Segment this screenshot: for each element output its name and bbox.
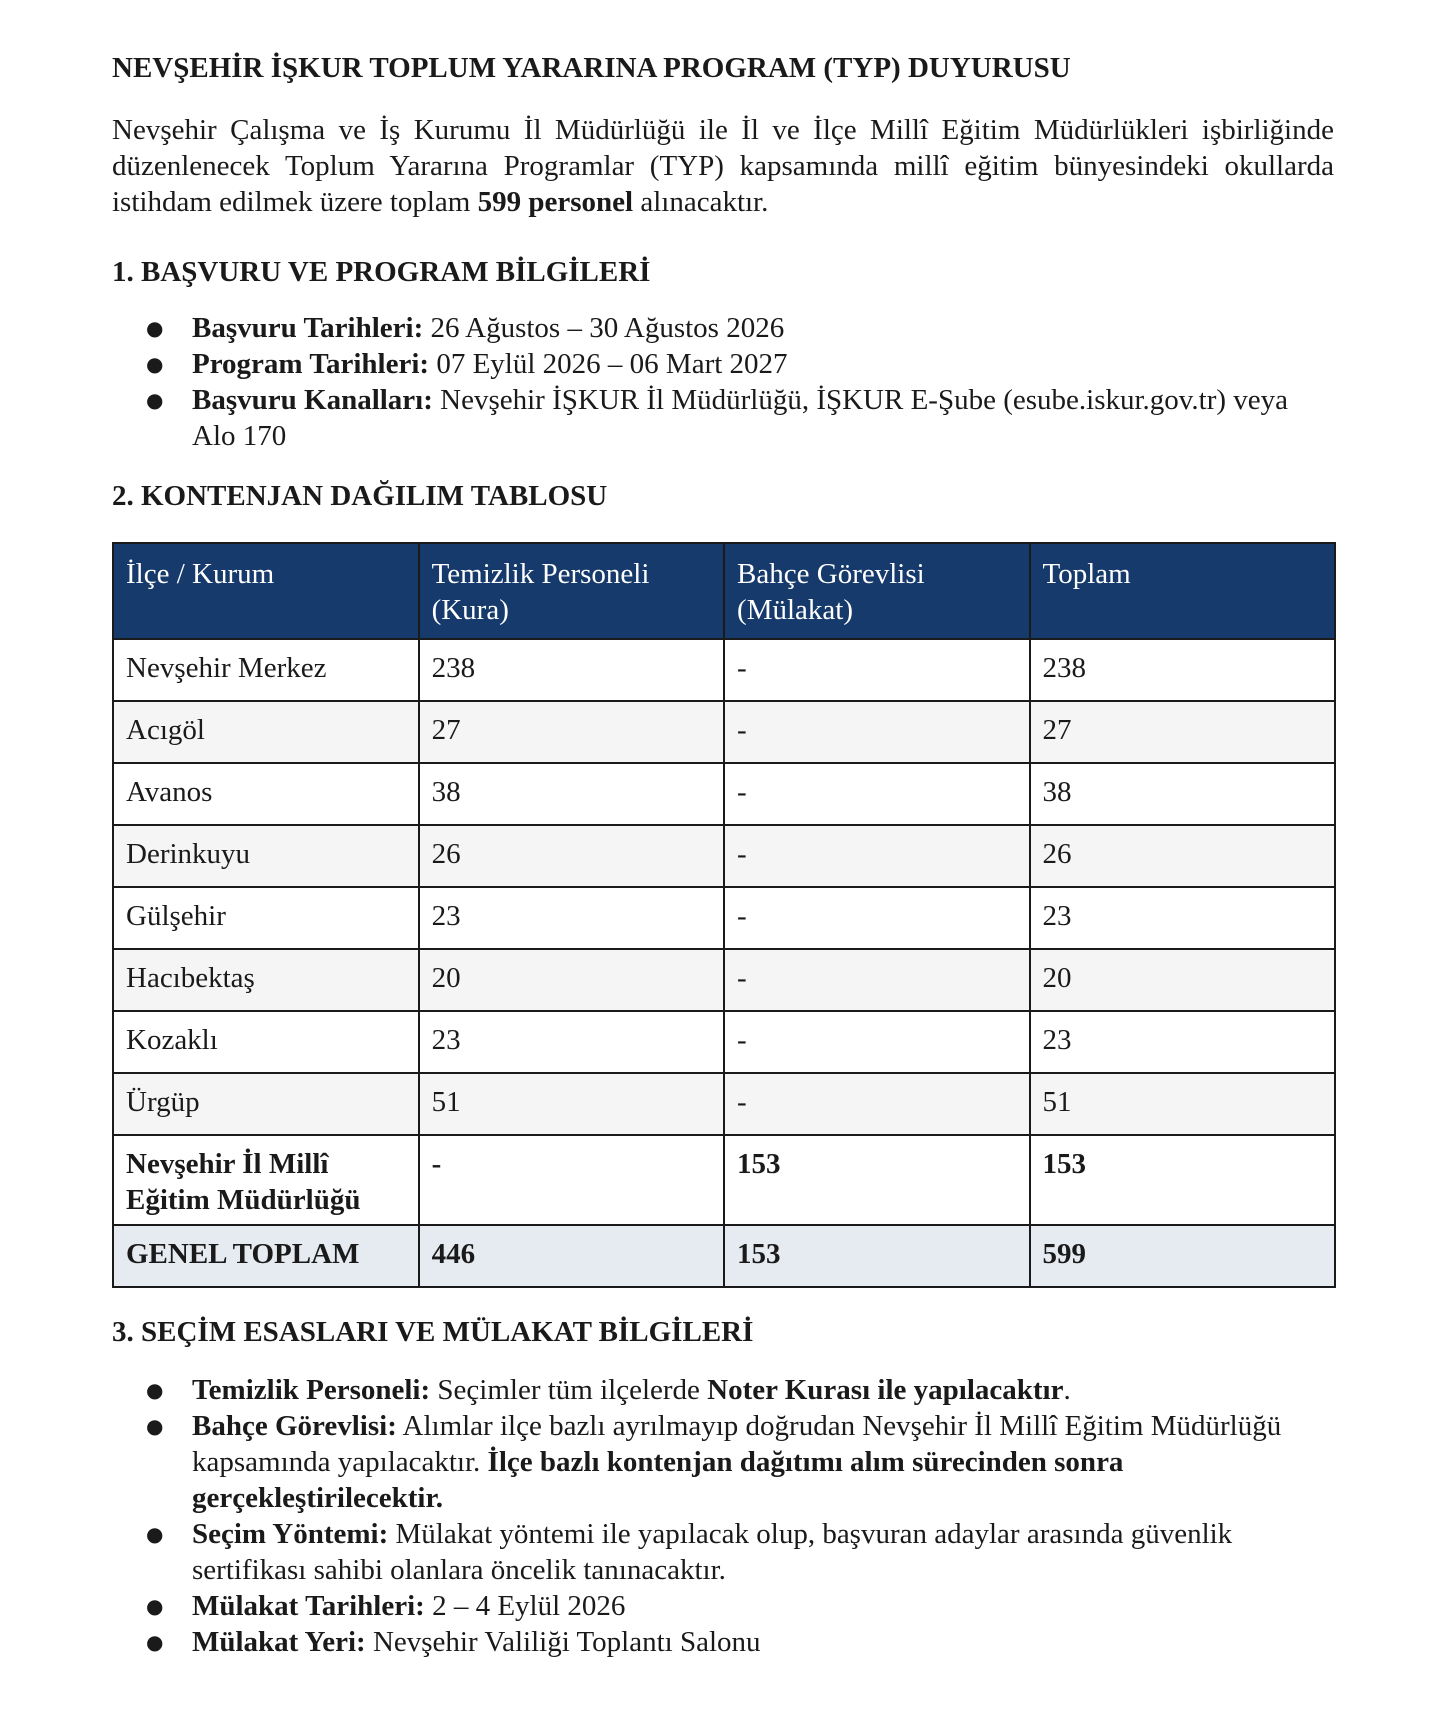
cell-cleaning: 238 [419,639,724,701]
table-row [113,949,1335,1011]
intro-text-end: alınacaktır. [633,186,769,218]
cell-garden: - [724,1011,1030,1073]
table-row [113,825,1335,887]
cell-district: Nevşehir Merkez [113,639,419,701]
cell-garden-total: 153 [724,1225,1030,1287]
cell-total: 23 [1030,887,1335,949]
item-text: Mülakat yöntemi ile yapılacak olup, başvuran adaylar arasında güvenlik sertifikası sahibi olanlara öncelik tanınacaktır. [192,1518,1233,1586]
list-item [112,1624,1334,1660]
header-district: İlçe / Kurum [113,543,419,639]
table-row [113,701,1335,763]
list-item [112,1516,1334,1588]
cell-total: 153 [1030,1135,1335,1225]
cell-total: 238 [1030,639,1335,701]
item-text: Nevşehir Valiliği Toplantı Salonu [365,1626,761,1658]
cell-cleaning: 38 [419,763,724,825]
cell-garden: - [724,763,1030,825]
item-bold: Noter Kurası ile yapılacaktır [707,1374,1064,1406]
cell-cleaning-total: 446 [419,1225,724,1287]
section-3-list [112,1372,1334,1660]
section-2-heading: 2. KONTENJAN DAĞILIM TABLOSU [112,480,608,512]
cell-cleaning: 51 [419,1073,724,1135]
cell-total: 20 [1030,949,1335,1011]
cell-district: Avanos [113,763,419,825]
cell-total-total: 599 [1030,1225,1335,1287]
list-item [112,1588,1334,1624]
table-body [113,639,1335,1287]
cell-district: Ürgüp [113,1073,419,1135]
cell-district: Gülşehir [113,887,419,949]
cell-district: Derinkuyu [113,825,419,887]
table-row [113,763,1335,825]
cell-garden: 153 [724,1135,1030,1225]
cell-total: 38 [1030,763,1335,825]
cell-cleaning: 23 [419,1011,724,1073]
table-row [113,639,1335,701]
item-value: 26 Ağustos – 30 Ağustos 2026 [423,312,785,344]
quota-table [112,542,1336,1288]
item-label: Başvuru Tarihleri: [192,312,424,344]
intro-bold: 599 personel [477,186,634,218]
intro-text: Nevşehir Çalışma ve İş Kurumu İl Müdürlüğü ile İl ve İlçe Millî Eğitim Müdürlükleri işbirliğinde düzenlenecek Toplum Yararına Programlar (TYP) kapsamında millî eğitim bünyesindeki okullarda istihdam edilmek üzere toplam [112,114,1334,218]
cell-garden: - [724,701,1030,763]
cell-garden: - [724,825,1030,887]
item-text: 2 – 4 Eylül 2026 [424,1590,626,1622]
list-item [112,1408,1334,1516]
section-1-list [112,310,1334,454]
section-1-heading: 1. BAŞVURU VE PROGRAM BİLGİLERİ [112,256,651,288]
cell-cleaning: 20 [419,949,724,1011]
cell-total: 51 [1030,1073,1335,1135]
table-header-row [113,543,1335,639]
table-row [113,1073,1335,1135]
item-label: Mülakat Tarihleri: [192,1590,425,1622]
cell-cleaning: 26 [419,825,724,887]
cell-garden: - [724,1073,1030,1135]
list-item [112,1372,1334,1408]
item-text: Seçimler tüm ilçelerde [430,1374,708,1406]
table-row [113,1011,1335,1073]
table-row [113,1135,1335,1225]
item-bold: İlçe bazlı kontenjan dağıtımı alım sürecinden sonra gerçekleştirilecektir. [192,1446,1124,1514]
item-label: Program Tarihleri: [192,348,430,380]
item-label: Başvuru Kanalları: [192,384,433,416]
header-total: Toplam [1030,543,1335,639]
item-text-end: . [1063,1374,1071,1406]
cell-total: 26 [1030,825,1335,887]
header-garden: Bahçe Görevlisi (Mülakat) [724,543,1030,639]
table-total-row [113,1225,1335,1287]
cell-garden: - [724,639,1030,701]
item-label: Seçim Yöntemi: [192,1518,389,1550]
header-cleaning: Temizlik Personeli (Kura) [419,543,724,639]
document-title: NEVŞEHİR İŞKUR TOPLUM YARARINA PROGRAM (TYP) DUYURUSU [112,52,1071,84]
cell-district: Acıgöl [113,701,419,763]
cell-cleaning: 23 [419,887,724,949]
table-row [113,887,1335,949]
item-text: Alımlar ilçe bazlı ayrılmayıp doğrudan Nevşehir İl Millî Eğitim Müdürlüğü kapsamında yapılacaktır. [192,1410,1282,1478]
item-label: Temizlik Personeli: [192,1374,431,1406]
cell-garden: - [724,949,1030,1011]
cell-garden: - [724,887,1030,949]
cell-total: 23 [1030,1011,1335,1073]
intro-paragraph [112,112,1334,220]
list-item [112,310,1334,346]
item-value: Nevşehir İŞKUR İl Müdürlüğü, İŞKUR E-Şube (esube.iskur.gov.tr) veya Alo 170 [192,384,1289,452]
cell-cleaning: 27 [419,701,724,763]
cell-cleaning: - [419,1135,724,1225]
list-item [112,382,1334,454]
section-3-heading: 3. SEÇİM ESASLARI VE MÜLAKAT BİLGİLERİ [112,1316,754,1348]
cell-district: Kozaklı [113,1011,419,1073]
cell-total: 27 [1030,701,1335,763]
cell-district: Nevşehir İl Millî Eğitim Müdürlüğü [113,1135,419,1225]
cell-district: Hacıbektaş [113,949,419,1011]
cell-district-total: GENEL TOPLAM [113,1225,419,1287]
item-value: 07 Eylül 2026 – 06 Mart 2027 [429,348,788,380]
list-item [112,346,1334,382]
item-label: Bahçe Görevlisi: [192,1410,397,1442]
item-label: Mülakat Yeri: [192,1626,366,1658]
